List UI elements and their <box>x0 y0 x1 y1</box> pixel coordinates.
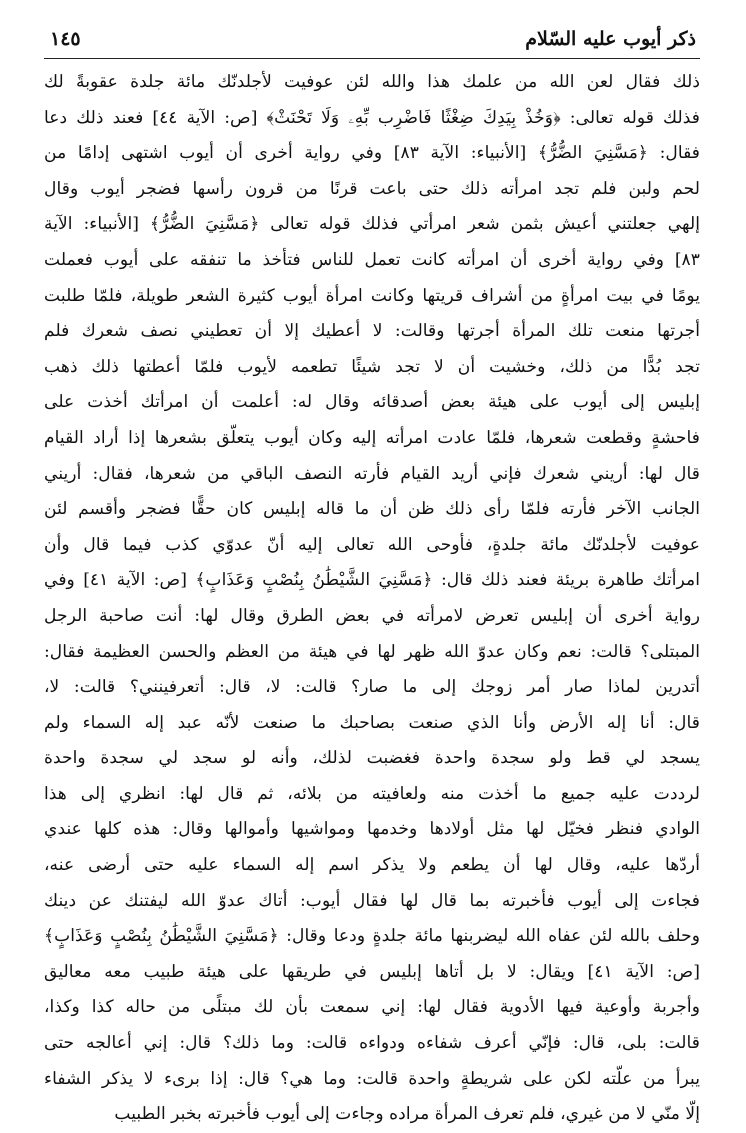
text-line: يسجد لي قط ولو سجدة واحدة فغضبت لذلك، وأنه لو سجد لي سجدة واحدة <box>44 748 700 769</box>
text-line: الجانب الآخر فأرته فلمّا رأى ذلك ظن أن ما قاله إبليس كان حقًّا فضجر وأقسم لئن <box>44 499 700 520</box>
text-line: تجد بُدًّا من ذلك، وخشيت أن لا تجد شيئًا تطعمه لأيوب فلمّا أعطتها ذلك ذهب <box>44 356 700 377</box>
text-line: فذلك قوله تعالى: ﴿وَخُذْ بِيَدِكَ ضِغْثًا فَاضْرِب بِّهِۦ وَلَا تَحْنَثْ﴾ [ص: الآية ٤٤] فعند ذلك دعا <box>44 107 700 128</box>
text-line: فجاءت إلى أيوب فأخبرته بما قال لها فقال أيوب: أتاك عدوّ الله ليفتنك عن دينك <box>44 890 700 911</box>
text-line: أردّها عليه، وقال لها أن يطعم ولا يذكر اسم إله السماء عليه حتى أرضى عنه، <box>44 855 700 876</box>
text-line: المبتلى؟ قالت: نعم وكان عدوّ الله ظهر لها في هيئة من العظم والحسن العظيمة فقال: <box>44 641 700 662</box>
page-header <box>44 26 700 59</box>
text-line: إلّا منّي لا من غيري، فلم تعرف المرأة مراده وجاءت إلى أيوب فأخبرته بخبر الطبيب <box>114 1104 700 1125</box>
text-line: ذلك فقال لعن الله من علمك هذا والله لئن عوفيت لأجلدنّك مائة جلدة عقوبةً لك <box>44 72 700 92</box>
running-title: ذكر أيوب عليه السّلام <box>525 28 696 50</box>
text-line: وحلف بالله لئن عفاه الله ليضربنها مائة جلدةٍ ودعا وقال: ﴿مَسَّنِيَ الشَّيْطَٰنُ بِنُصْبٍ وَعَذَابٍ﴾ <box>44 926 700 947</box>
text-line: قال لها: أريني شعرك فإني أريد القيام فأرته النصف الباقي من شعرها، فقال: أريني <box>44 463 700 484</box>
text-line: أجرتها منعت تلك المرأة أجرتها وقالت: لا أعطيك إلا أن تعطيني نصف شعرك فلم <box>44 321 700 342</box>
text-line: يبرأ من علّته لكن على شريطةٍ واحدة قالت: وما هي؟ قال: إذا برىء لا يذكر الشفاء <box>44 1068 700 1089</box>
text-line: يومًا في بيت امرأةٍ من أشراف قريتها وكانت امرأة أيوب كثيرة الشعر طويلة، فلمّا طلبت <box>44 285 700 306</box>
text-line: إبليس إلى أيوب على هيئة بعض أصدقائه وقال له: أعلمت أن امرأتك أخذت على <box>44 392 700 413</box>
text-line: قال: أنا إله الأرض وأنا الذي صنعت بصاحبك ما صنعت لأنّه عبد إله السماء ولم <box>44 712 700 733</box>
body-text <box>44 65 700 1133</box>
text-line: [ص: الآية ٤١] ويقال: لا بل أتاها إبليس في طريقها على هيئة طبيب معه معاليق <box>44 961 700 982</box>
text-line: الوادي فنظر فخيّل لها مثل أولادها وخدمها ومواشيها وأموالها وقال: هذه كلها عندي <box>44 819 700 840</box>
text-line: فقال: ﴿مَسَّنِيَ الضُّرُّ﴾ [الأنبياء: الآية ٨٣] وفي رواية أخرى أن أيوب اشتهى إدامًا من <box>44 143 700 164</box>
page-number: ١٤٥ <box>50 28 81 50</box>
text-line: لحم ولبن فلم تجد امرأته ذلك حتى باعت قرنًا من قرون رأسها فضجر أيوب وقال <box>44 178 700 199</box>
text-line: أتدرين لماذا صار أمر زوجك إلى ما صار؟ قالت: لا، قال: أتعرفينني؟ قالت: لا، <box>44 677 700 698</box>
text-line: فاحشةٍ وقطعت شعرها، فلمّا عادت امرأته إليه وكان أيوب يتعلّق بشعرها إذا أراد القيام <box>44 427 700 448</box>
text-line: إلهي جعلتني أعيش بثمن شعر امرأتي فذلك قوله تعالى ﴿مَسَّنِيَ الضُّرُّ﴾ [الأنبياء: الآية <box>44 214 700 235</box>
text-line: رواية أخرى أن إبليس تعرض لامرأته في بعض الطرق وقال لها: أنت صاحبة الرجل <box>44 605 700 626</box>
text-line: ٨٣] وفي رواية أخرى أن امرأته كانت تعمل للناس فتأخذ ما تنفقه على أيوب فعملت <box>44 249 700 270</box>
text-line: امرأتك طاهرة بريئة فعند ذلك قال: ﴿مَسَّنِيَ الشَّيْطَٰنُ بِنُصْبٍ وَعَذَابٍ﴾ [ص: الآية ٤١] وفي <box>44 570 700 591</box>
text-line: وأجربة وأوعية فيها الأدوية فقال لها: إني سمعت بأن لك مبتلًى من حاله كذا وكذا، <box>44 997 700 1018</box>
text-line: قالت: بلى، قال: فإنّي أعرف شفاءه ودواءه قالت: وما ذلك؟ قال: إني أعالجه حتى <box>44 1033 700 1054</box>
text-line: لرددت عليه جميع ما أخذت منه ولعافيته من بلائه، ثم قال لها: انظري إلى هذا <box>44 783 700 804</box>
text-line: عوفيت لأجلدنّك مائة جلدةٍ، فأوحى الله تعالى إليه أنّ عدوّي كذب فيما قال وأن <box>44 534 700 555</box>
